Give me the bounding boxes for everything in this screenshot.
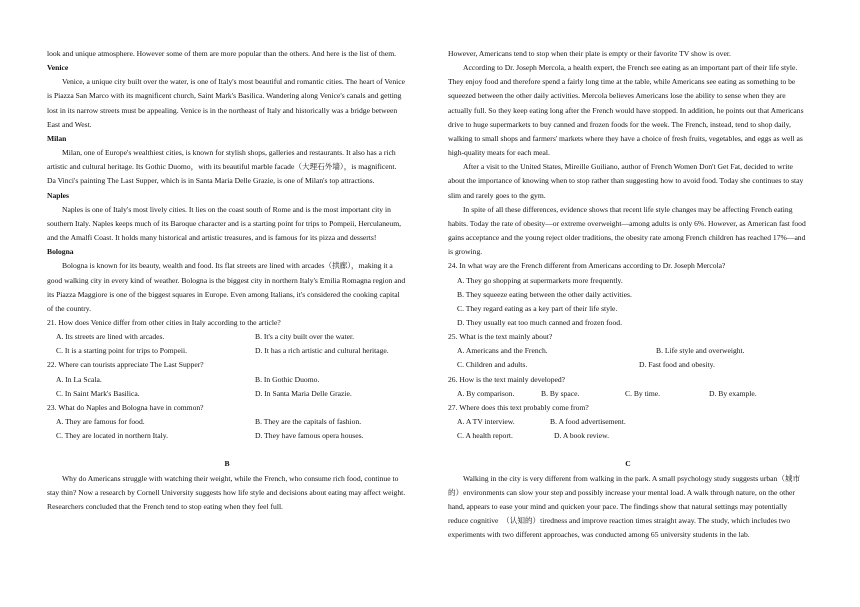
q25-options-row2 [448, 358, 808, 372]
question-22: 22. Where can tourists appreciate The Last Supper? [47, 360, 204, 370]
left-column [47, 47, 407, 514]
q27-options-row2 [448, 429, 808, 443]
bologna-heading: Bologna [47, 247, 74, 257]
section-c-heading: C [625, 459, 631, 469]
q24-option-b: B. They squeeze eating between the other daily activities. [457, 289, 632, 299]
question-27: 27. Where does this text probably come from? [448, 402, 589, 412]
q25-option-d: D. Fast food and obesity. [639, 360, 715, 370]
venice-paragraph: Venice, a unique city built over the water, is one of Italy's most beautiful and romantic cities. The heart of Venice is Piazza San Marco with its magnificent church, Saint Mark's Basilica. Wandering along Venice's canals and getting lost in its narrow streets must be appealing. Venice is in the northeast of Italy and historically was a bridge between East and West. [47, 77, 406, 129]
section-b-paragraph-3: After a visit to the United States, Mireille Guiliano, author of French Women Don't Get Fat, decided to write about the importance of knowing when to stop rather than suggesting how to avoid food. Today she continues to stay slim and rarely goes to the gym. [448, 162, 804, 200]
q21-option-c: C. It is a starting point for trips to Pompeii. [56, 346, 187, 356]
q25-option-c: C. Children and adults. [457, 360, 528, 370]
question-23: 23. What do Naples and Bologna have in common? [47, 402, 204, 412]
milan-paragraph: Milan, one of Europe's wealthiest cities, is known for stylish shops, galleries and restaurants. It also has a rich artistic and cultural heritage. Its Gothic Duomo，with its beautiful marble facade（大理石外墙），is magnificent. Da Vinci's painting The Last Supper, which is in Santa Maria Delle Grazie, is one of Milan's top attractions. [47, 148, 397, 186]
q21-option-d: D. It has a rich artistic and cultural heritage. [255, 346, 389, 356]
section-b-paragraph-2: According to Dr. Joseph Mercola, a health expert, the French see eating as an important part of their life style. They enjoy food and therefore spend a fairly long time at the table, while Americans see eating as something to be squeezed between the other daily activities. Mercola believes Americans lose the ability to sense when they are actually full. So they keep eating long after the French would have stopped. In addition, he points out that Americans drive to huge supermarkets to buy canned and frozen foods for the week. The French, instead, tend to shop daily, walking to small shops and farmers' markets where they have a choice of fresh fruits, vegetables, and eggs as well as high-quality meats for each meal. [448, 63, 804, 158]
q23-option-c: C. They are located in northern Italy. [56, 431, 168, 441]
question-24: 24. In what way are the French different from Americans according to Dr. Joseph Mercola? [448, 261, 726, 271]
q27-options-row1 [448, 415, 808, 429]
q21-options-row2 [47, 344, 407, 358]
q26-option-d: D. By example. [709, 388, 757, 398]
q25-option-b: B. Life style and overweight. [656, 346, 745, 356]
q22-option-b: B. In Gothic Duomo. [255, 374, 320, 384]
naples-heading: Naples [47, 190, 69, 200]
q23-option-d: D. They have famous opera houses. [255, 431, 364, 441]
q21-option-b: B. It's a city built over the water. [255, 332, 355, 342]
question-25: 25. What is the text mainly about? [448, 332, 553, 342]
section-b-heading: B [224, 459, 230, 469]
q25-options-row1 [448, 344, 808, 358]
q24-option-d: D. They usually eat too much canned and frozen food. [457, 317, 622, 327]
section-c-paragraph-1: Walking in the city is very different from walking in the park. A small psychology study suggests urban（城市的）environments can slow your step and possibly increase your mental load. A walk through nature, on the other hand, appears to ease your mind and quicken your pace. The findings show that natural settings may potentially reduce cognitive （认知的）tiredness and improve reaction times straight away. The study, which includes two experiments with two different approaches, was conducted among 65 university students in the lab. [448, 473, 801, 540]
intro-paragraph: look and unique atmosphere. However some of them are more popular than the others. And here is the list of them. [47, 49, 397, 58]
bologna-paragraph: Bologna is known for its beauty, wealth and food. Its flat streets are lined with arcades（拱廊），making it a good walking city in every kind of weather. Bologna is the biggest city in northern Italy's Emilia Romagna region and its Piazza Maggiore is one of the biggest squares in Europe. Even among Italians, it's considered the cooking capital of the country. [47, 261, 406, 313]
q22-option-a: A. In La Scala. [56, 374, 102, 384]
q26-option-b: B. By space. [541, 388, 580, 398]
q21-options-row1 [47, 330, 407, 344]
q21-option-a: A. Its streets are lined with arcades. [56, 332, 165, 342]
q23-options-row2 [47, 429, 407, 443]
q25-option-a: A. Americans and the French. [457, 346, 548, 356]
q22-option-c: C. In Saint Mark's Basilica. [56, 388, 140, 398]
q26-options [448, 387, 808, 401]
question-21: 21. How does Venice differ from other cities in Italy according to the article? [47, 317, 281, 327]
q27-option-c: C. A health report. [457, 431, 513, 441]
q22-options-row1 [47, 373, 407, 387]
q27-option-b: B. A food advertisement. [550, 417, 626, 427]
q24-option-c: C. They regard eating as a key part of their life style. [457, 303, 618, 313]
right-column [448, 47, 808, 542]
section-b-paragraph-1-cont: However, Americans tend to stop when their plate is empty or their favorite TV show is over. [448, 49, 731, 58]
q23-options-row1 [47, 415, 407, 429]
q26-option-a: A. By comparison. [457, 388, 515, 398]
q27-option-a: A. A TV interview. [457, 417, 515, 427]
q22-option-d: D. In Santa Maria Delle Grazie. [255, 388, 352, 398]
question-26: 26. How is the text mainly developed? [448, 374, 566, 384]
q22-options-row2 [47, 387, 407, 401]
section-b-paragraph-1: Why do Americans struggle with watching their weight, while the French, who consume rich food, continue to stay thin? Now a research by Cornell University suggests how life style and decisions about eating may affect weight. Researchers concluded that the French tend to stop eating when they feel full. [47, 473, 406, 511]
milan-heading: Milan [47, 133, 67, 143]
q26-option-c: C. By time. [625, 388, 661, 398]
q23-option-b: B. They are the capitals of fashion. [255, 417, 362, 427]
q27-option-d: D. A book review. [554, 431, 609, 441]
q24-option-a: A. They go shopping at supermarkets more frequently. [457, 275, 623, 285]
section-b-paragraph-4: In spite of all these differences, evidence shows that recent life style changes may be affecting French eating habits. Today the rate of obesity—or extreme overweight—among adults is only 6%. However, as American fast food gains acceptance and the young reject older traditions, the obesity rate among French children has reached 17%—and is growing. [448, 204, 806, 257]
naples-paragraph: Naples is one of Italy's most lively cities. It lies on the coast south of Rome and is the most important city in southern Italy. Naples keeps much of its Baroque character and is a starting point for trips to Pompeii, Herculaneum, and the Amalfi Coast. It holds many historical and artistic treasures, and is famous for its pizza and desserts! [47, 204, 401, 243]
q23-option-a: A. They are famous for food. [56, 417, 145, 427]
venice-heading: Venice [47, 63, 69, 73]
